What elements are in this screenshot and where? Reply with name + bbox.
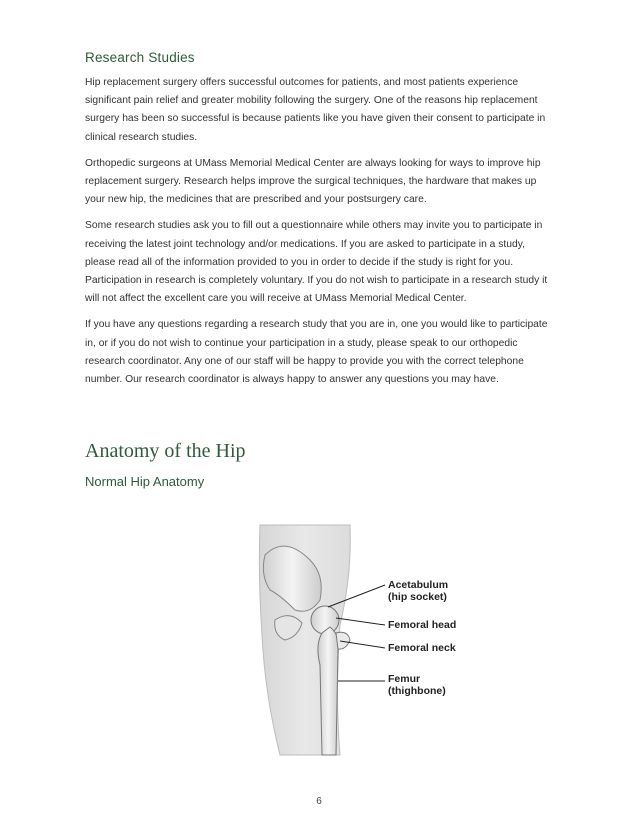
anatomy-heading: Anatomy of the Hip [85, 440, 246, 462]
hip-anatomy-illustration [240, 515, 480, 775]
femoral-head-leader [336, 618, 385, 625]
paragraph-3: Some research studies ask you to fill out a questionnaire while others may invite you to participate in receiving the latest joint technology and/or medications. If you are asked to participate in a study, please read all of the information provided to you in order to decide if the study is right for you. Participation in research is completely voluntary. If you do not wish to participate in a research study it will not affect the excellent care you will receive at UMass Memorial Medical Center. [85, 220, 548, 305]
acetabulum-sub-label: (hip socket) [388, 591, 447, 603]
femur-label-text: Femur [388, 673, 421, 685]
page-number: 6 [316, 796, 322, 807]
research-studies-title: Research Studies [85, 50, 195, 65]
acetabulum-label-text: Acetabulum [388, 579, 449, 591]
research-body [85, 74, 555, 397]
paragraph-4: If you have any questions regarding a research study that you are in, one you would like to participate in, or if you do not wish to continue your participation in a study, please speak to our orthopedic research coordinator. Any one of our staff will be happy to provide you with the correct telephone number. Our research coordinator is always happy to answer any questions you may have. [85, 319, 548, 386]
paragraph-1: Hip replacement surgery offers successful outcomes for patients, and most patients experience significant pain relief and greater mobility following the surgery. One of the reasons hip replacement surgery has been so successful is because patients like you have given their consent to participate in clinical research studies. [85, 77, 546, 143]
greater-trochanter-shape [336, 632, 350, 649]
acetabulum-label [388, 579, 448, 603]
paragraph-2: Orthopedic surgeons at UMass Memorial Medical Center are always looking for ways to improve hip replacement surgery. Research helps improve the surgical techniques, the hardware that makes up your new hip, the medicines that are prescribed and your postsurgery care. [85, 157, 541, 206]
femoral-head-label: Femoral head [388, 619, 457, 631]
femur-sub-label: (thighbone) [388, 685, 446, 697]
femur-label [388, 673, 446, 697]
normal-hip-anatomy-subheading: Normal Hip Anatomy [85, 474, 205, 489]
femoral-head-shape [311, 606, 339, 634]
femoral-neck-label: Femoral neck [388, 642, 456, 654]
